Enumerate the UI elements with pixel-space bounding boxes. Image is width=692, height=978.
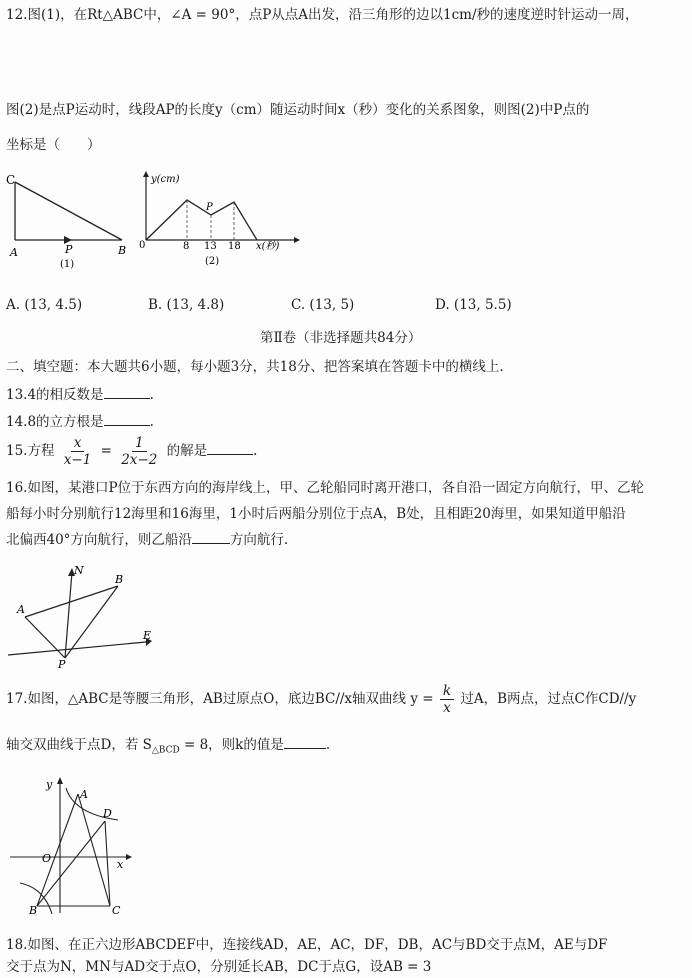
section-title: 第Ⅱ卷（非选择题共84分） bbox=[260, 330, 422, 346]
q12-line3: 坐标是（ ） bbox=[6, 137, 101, 153]
q13 bbox=[6, 386, 154, 404]
q18-line1: 18.如图、在正六边形ABCDEF中，连接线AD，AE，AC，DF，DB，AC与BD交于点M，AE与DF bbox=[6, 937, 608, 953]
fig2-xlabel: x(秒) bbox=[256, 241, 280, 252]
fig2-ylabel: y(cm) bbox=[151, 174, 180, 185]
q16-line2: 船每小时分别航行12海里和16海里，1小时后两船分别位于点A，B处，且相距20海里，如果知道甲船沿 bbox=[6, 506, 626, 522]
q14 bbox=[6, 413, 154, 431]
q15-blank bbox=[207, 442, 253, 455]
label-o: O bbox=[42, 852, 52, 865]
fig2-tick-8: 8 bbox=[183, 241, 190, 252]
label-n: N bbox=[74, 564, 84, 577]
label-p: P bbox=[58, 658, 66, 671]
q16-line3: 北偏西40°方向航行，则乙船沿 方向航行. bbox=[6, 532, 289, 548]
label-b: B bbox=[29, 904, 38, 917]
q17-figure bbox=[0, 768, 140, 918]
q15-frac-2: $\frac{1}{2x-2}$ bbox=[121, 435, 158, 468]
q15-end: . bbox=[253, 443, 258, 459]
label-x: x bbox=[117, 858, 124, 871]
q16-figure bbox=[0, 560, 170, 672]
label-y: y bbox=[46, 778, 53, 791]
q16-blank bbox=[192, 531, 230, 544]
q12-line1: 12.图(1)，在Rt△ABC中，∠A = 90°，点P从点A出发，沿三角形的边以1cm/秒的速度逆时针运动一周， bbox=[6, 7, 639, 23]
q13-text: 13.4的相反数是 bbox=[6, 387, 104, 403]
option-c: C. (13, 5) bbox=[291, 297, 355, 313]
label-b: B bbox=[115, 573, 124, 586]
label-e: E bbox=[143, 629, 152, 642]
fig2-tick-13: 13 bbox=[204, 241, 217, 252]
label-c: C bbox=[112, 904, 121, 917]
q15 bbox=[6, 433, 257, 469]
label-a: A bbox=[10, 246, 18, 259]
fig2-label-p: P bbox=[206, 202, 213, 213]
section-heading: 二、填空题：本大题共6小题，每小题3分，共18分、把答案填在答题卡中的横线上. bbox=[6, 359, 504, 375]
label-b: B bbox=[118, 244, 127, 257]
q14-text: 14.8的立方根是 bbox=[6, 414, 104, 430]
label-p: P bbox=[65, 243, 73, 256]
option-b: B. (13, 4.8) bbox=[148, 297, 225, 313]
q16-line1: 16.如图，某港口P位于东西方向的海岸线上，甲、乙轮船同时离开港口，各自沿一固定方向航行，甲、乙轮 bbox=[6, 480, 645, 496]
q14-end: . bbox=[149, 414, 154, 430]
q17-line2: 轴交双曲线于点D，若 $S_{\triangle BCD} = 8$，则k的值是 . bbox=[6, 737, 331, 756]
q12-figure-1 bbox=[0, 168, 140, 276]
fig2-caption: (2) bbox=[205, 256, 220, 267]
q13-end: . bbox=[149, 387, 154, 403]
q15-post: 的解是 bbox=[166, 443, 208, 459]
label-c: C bbox=[6, 173, 16, 187]
q17-blank bbox=[284, 736, 326, 749]
q14-blank bbox=[104, 413, 150, 426]
fig1-caption: (1) bbox=[60, 259, 75, 270]
label-a: A bbox=[80, 788, 88, 801]
label-d: D bbox=[103, 807, 112, 820]
q17-line1: 17.如图，△ABC是等腰三角形，AB过原点O，底边BC//x轴双曲线 y = $\frac{k}{x}$ 过A，B两点，过点C作CD//y bbox=[6, 683, 637, 716]
option-d: D. (13, 5.5) bbox=[435, 297, 512, 313]
q12-line2: 图(2)是点P运动时，线段AP的长度y（cm）随运动时间x（秒）变化的关系图象，则图(2)中P点的 bbox=[6, 102, 590, 118]
q18-line2: 交于点为N，MN与AD交于点O，分别延长AB，DC于点G，设AB = 3 bbox=[6, 959, 432, 975]
q15-pre: 15.方程 bbox=[6, 443, 55, 459]
label-a: A bbox=[17, 603, 25, 616]
q13-blank bbox=[104, 386, 150, 399]
q15-eq: = bbox=[100, 443, 112, 459]
q15-frac-1: $\frac{x}{x-1}$ bbox=[63, 435, 92, 468]
option-a: A. (13, 4.5) bbox=[6, 297, 83, 313]
q17-frac: $\frac{k}{x}$ bbox=[440, 683, 454, 716]
fig2-tick-18: 18 bbox=[228, 241, 241, 252]
q12-figure-2 bbox=[134, 168, 309, 276]
fig2-origin: 0 bbox=[139, 240, 146, 251]
